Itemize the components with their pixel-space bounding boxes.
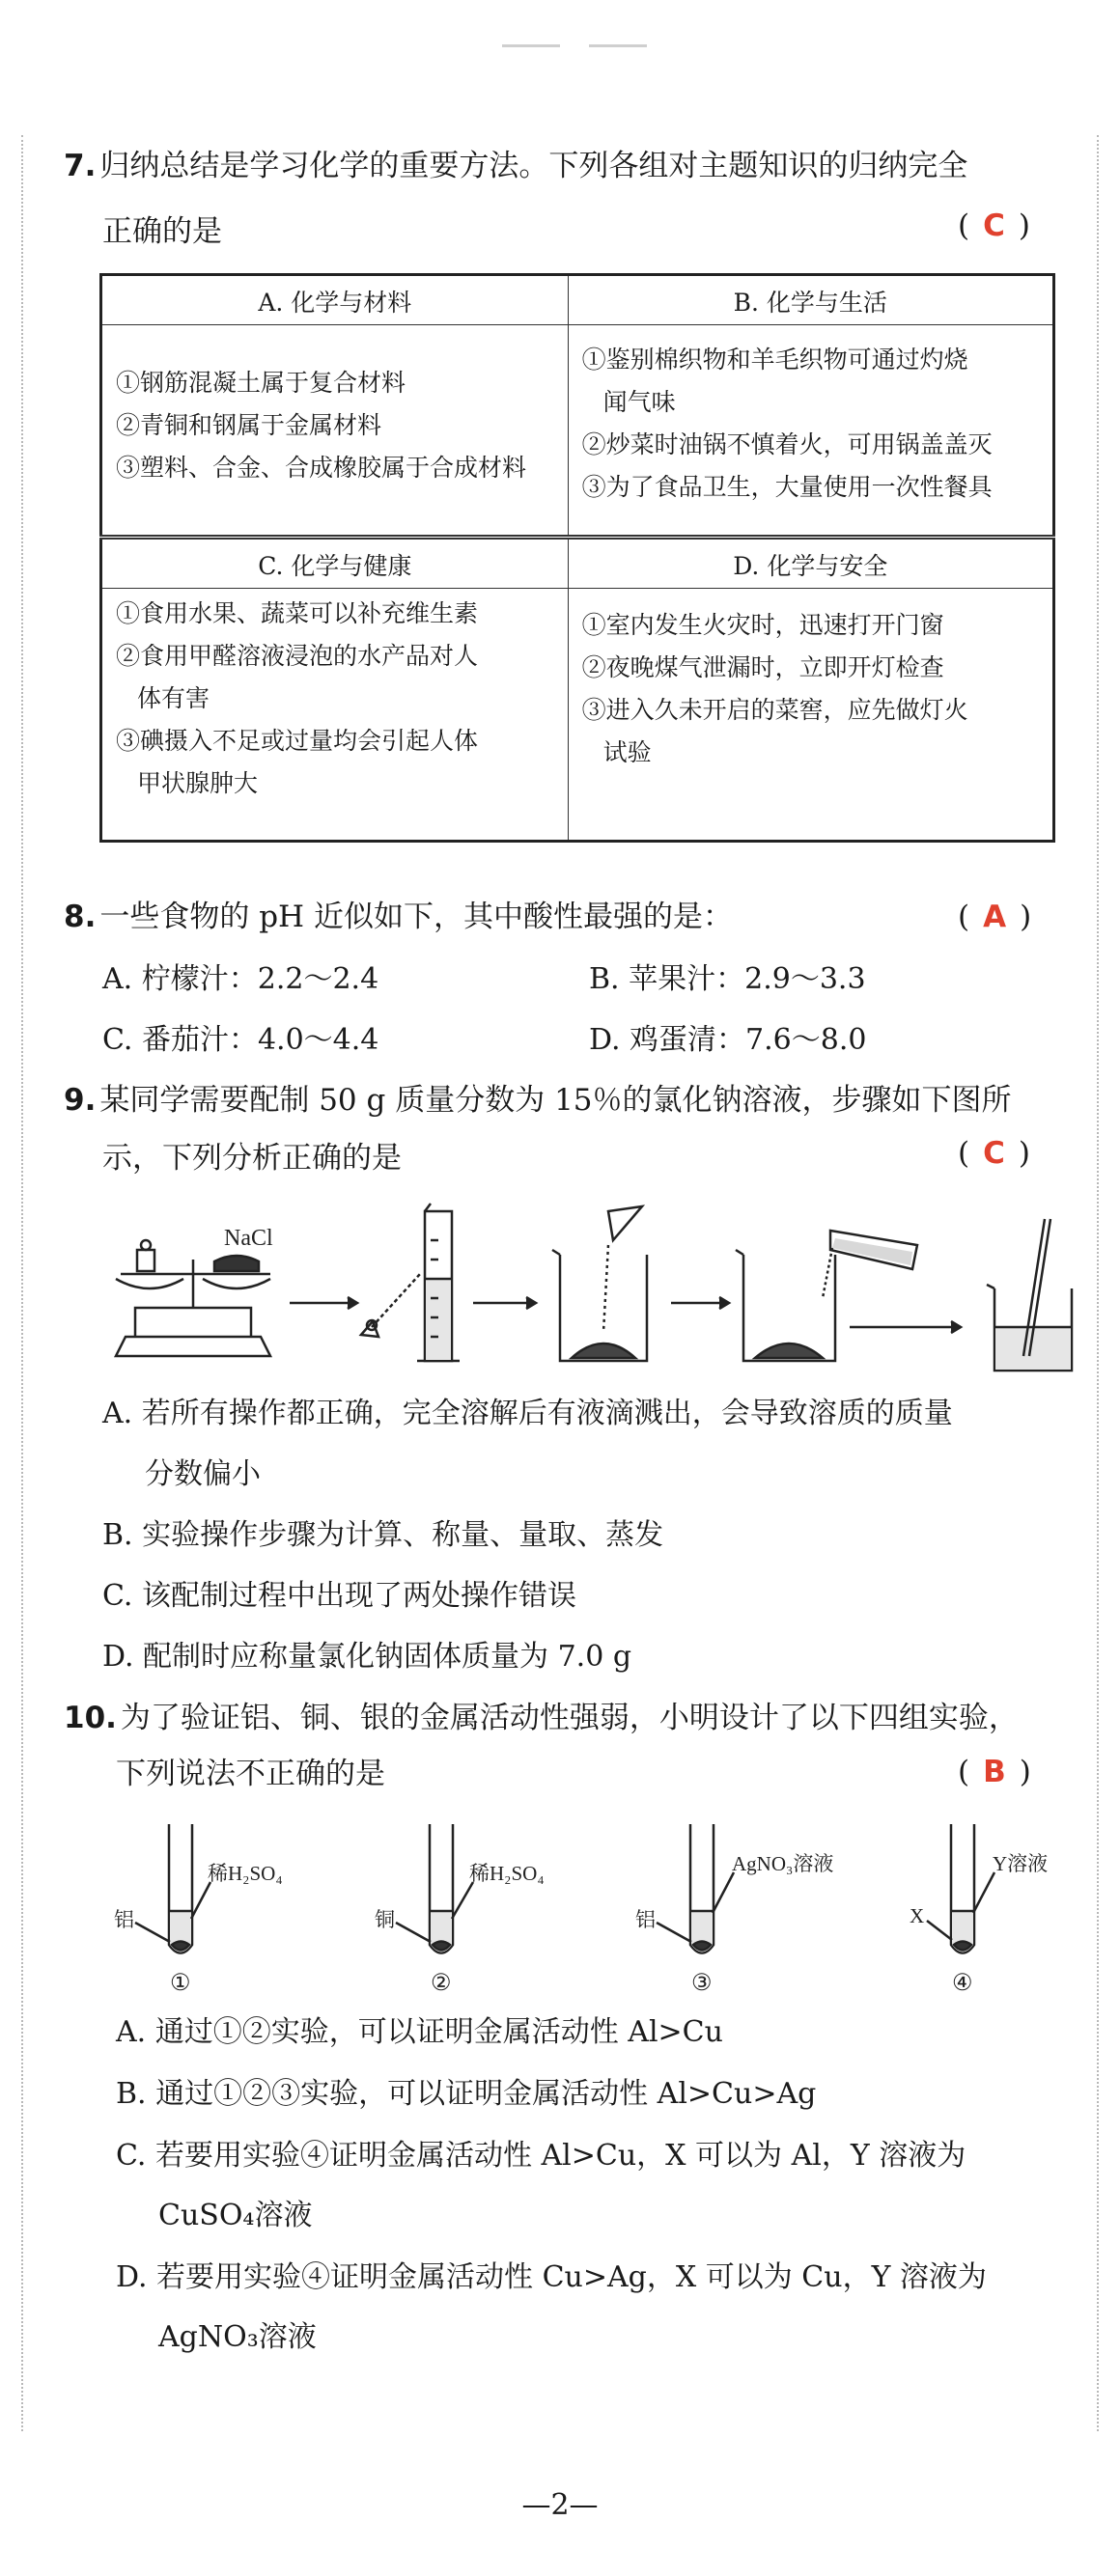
tube-2-liquid: 稀H₂SO₄: [469, 1862, 545, 1885]
tube-1-liquid: 稀H₂SO₄: [208, 1862, 283, 1885]
q7-a-item-2: ②青铜和钢属于金属材料: [116, 411, 382, 439]
tube-4-liquid: Y溶液: [993, 1852, 1049, 1875]
q9-line2: 示，下列分析正确的是: [102, 1141, 402, 1176]
q10-number: 10.: [64, 1701, 117, 1735]
beaker-with-funnel-icon: [552, 1206, 647, 1361]
q7-answer-letter: C: [983, 208, 1005, 243]
q9-option-c: C. 该配制过程中出现了两处操作错误: [102, 1579, 576, 1613]
beaker-pouring-icon: [736, 1231, 917, 1361]
q8-option-a: A. 柠檬汁：2.2～2.4: [102, 962, 379, 996]
q7-b-item-2: ②炒菜时油锅不慎着火，可用锅盖盖灭: [581, 430, 993, 458]
tube-1-solid: 铝: [114, 1908, 134, 1931]
q9-number: 9.: [64, 1083, 97, 1118]
q8-answer: ( A ): [958, 900, 1032, 934]
q7-table-d-cell: [568, 589, 1053, 842]
q7-table-d-header: D. 化学与安全: [568, 538, 1053, 589]
test-tube-2: [396, 1824, 473, 1953]
test-tube-3: [657, 1824, 734, 1953]
top-decoration-right: [589, 44, 647, 47]
q7-line1: [64, 147, 967, 185]
q8-stem: 一些食物的 pH 近似如下，其中酸性最强的是：: [99, 900, 733, 934]
q7-table-b-header: B. 化学与生活: [568, 275, 1053, 325]
q10-stem: 为了验证铝、铜、银的金属活动性强弱，小明设计了以下四组实验，: [120, 1701, 1019, 1735]
q9-line1: [64, 1081, 1012, 1120]
tube-3-solid: 铝: [635, 1908, 656, 1931]
test-tube-1: [135, 1824, 210, 1953]
q7-a-item-3: ③塑料、合金、合成橡胶属于合成材料: [116, 454, 527, 482]
q9-option-d: D. 配制时应称量氯化钠固体质量为 7.0 g: [102, 1640, 632, 1674]
q7-b-item-3: ③为了食品卫生，大量使用一次性餐具: [581, 473, 993, 501]
q7-stem: 归纳总结是学习化学的重要方法。下列各组对主题知识的归纳完全: [99, 149, 968, 183]
q10-option-c-cont: CuSO₄溶液: [158, 2199, 313, 2232]
balance-icon: [116, 1240, 270, 1356]
tube-2-label: ②: [431, 1971, 452, 1996]
q7-d-item-1: ①室内发生火灾时，迅速打开门窗: [581, 611, 944, 639]
tube-3-liquid: AgNO₃溶液: [732, 1852, 834, 1875]
q10-option-c: C. 若要用实验④证明金属活动性 Al>Cu，X 可以为 Al，Y 溶液为: [116, 2139, 966, 2173]
q7-c-item-1: ①食用水果、蔬菜可以补充维生素: [116, 599, 479, 627]
q8-option-d: D. 鸡蛋清：7.6～8.0: [589, 1023, 867, 1057]
left-dotted-margin: [21, 135, 23, 2431]
q7-a-item-1: ①钢筋混凝土属于复合材料: [116, 369, 406, 397]
q10-line2: 下列说法不正确的是: [116, 1757, 385, 1791]
tube-1-label: ①: [170, 1971, 191, 1996]
q7-c-item-3: ③碘摄入不足或过量均会引起人体: [116, 727, 479, 755]
q9-option-a: A. 若所有操作都正确，完全溶解后有液滴溅出，会导致溶质的质量: [102, 1397, 953, 1430]
test-tube-4: [927, 1824, 994, 1953]
page-number: —2—: [521, 2488, 599, 2522]
q7-table-c-cell: [101, 589, 569, 842]
q7-table-a-cell: [101, 325, 569, 538]
q7-table-c-header: C. 化学与健康: [101, 538, 569, 589]
q7-d-item-2: ②夜晚煤气泄漏时，立即开灯检查: [581, 653, 944, 681]
q8-stem-line: [64, 898, 733, 936]
q7-table-a-header: A. 化学与材料: [101, 275, 569, 325]
q7-d-item-3: ③进入久未开启的菜窖，应先做灯火: [581, 696, 968, 724]
q10-option-d: D. 若要用实验④证明金属活动性 Cu>Ag，X 可以为 Cu，Y 溶液为: [116, 2260, 987, 2294]
tube-4-label: ④: [952, 1971, 973, 1996]
q7-d-item-3-cont: 试验: [602, 738, 652, 766]
q7-answer: ( C ): [958, 208, 1030, 243]
tube-3-label: ③: [691, 1971, 713, 1996]
q9-option-b: B. 实验操作步骤为计算、称量、量取、蒸发: [102, 1518, 664, 1552]
q10-line1: [64, 1699, 1019, 1737]
q7-b-item-1-cont: 闻气味: [602, 388, 676, 416]
q7-c-item-2-cont: 体有害: [137, 684, 210, 712]
q10-option-d-cont: AgNO₃溶液: [158, 2320, 317, 2354]
q9-procedure-figure: [106, 1202, 1110, 1375]
top-decoration-left: [502, 44, 560, 47]
q9-stem: 某同学需要配制 50 g 质量分数为 15％的氯化钠溶液，步骤如下图所: [99, 1083, 1012, 1118]
q10-option-b: B. 通过①②③实验，可以证明金属活动性 Al>Cu>Ag: [116, 2077, 817, 2111]
q7-c-item-3-cont: 甲状腺肿大: [137, 769, 259, 797]
q8-option-c: C. 番茄汁：4.0～4.4: [102, 1023, 379, 1057]
graduated-cylinder-icon: [361, 1204, 460, 1361]
beaker-stirring-icon: [987, 1219, 1072, 1371]
q8-option-b: B. 苹果汁：2.9～3.3: [589, 962, 866, 996]
q7-table-b-cell: [568, 325, 1053, 538]
tube-2-solid: 铜: [375, 1908, 395, 1931]
q9-nacl-label: NaCl: [224, 1226, 273, 1251]
q8-answer-letter: A: [983, 900, 1007, 934]
q9-option-a-cont: 分数偏小: [145, 1457, 261, 1491]
q10-answer-letter: B: [983, 1755, 1006, 1789]
q10-option-a: A. 通过①②实验，可以证明金属活动性 Al>Cu: [116, 2015, 723, 2049]
q7-knowledge-table: [99, 273, 1055, 843]
q10-answer: ( B ): [958, 1755, 1031, 1789]
q7-b-item-1: ①鉴别棉织物和羊毛织物可通过灼烧: [581, 346, 968, 374]
q8-number: 8.: [64, 900, 97, 934]
q9-answer: ( C ): [958, 1136, 1030, 1171]
q7-c-item-2: ②食用甲醛溶液浸泡的水产品对人: [116, 642, 479, 670]
q9-answer-letter: C: [983, 1136, 1005, 1171]
q7-number: 7.: [64, 149, 97, 183]
q10-test-tubes-figure: [68, 1814, 1072, 1998]
q7-line2: 正确的是: [102, 214, 222, 249]
tube-4-solid: X: [910, 1904, 925, 1927]
